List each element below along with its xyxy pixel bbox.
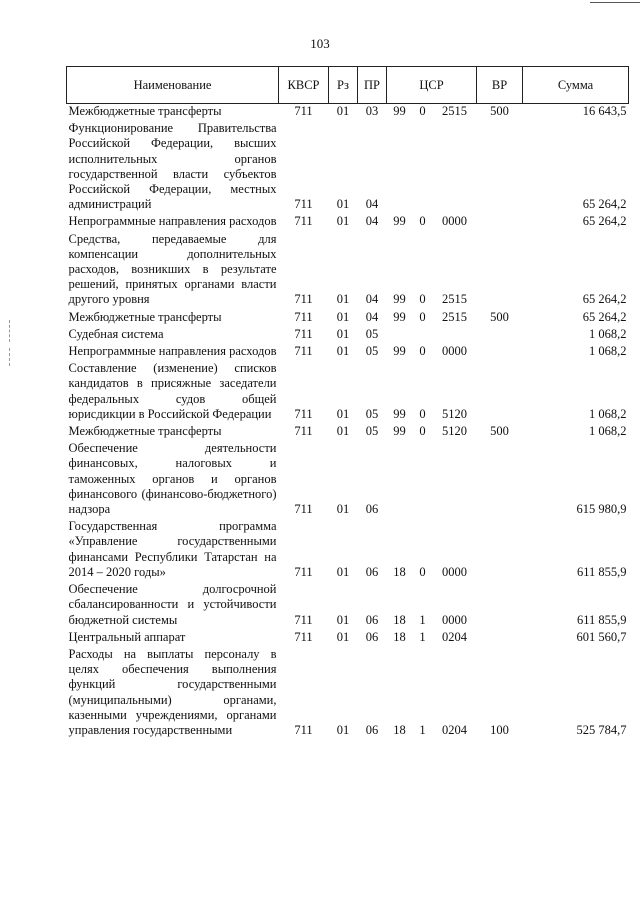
row-sum: 611 855,9 xyxy=(576,564,627,579)
table-row xyxy=(67,361,629,424)
row-csr-program xyxy=(387,441,413,519)
table-row xyxy=(67,121,629,214)
row-name: Межбюджетные трансферты xyxy=(68,424,222,439)
row-csr-direction: 2515 xyxy=(442,309,467,324)
row-kvsr: 711 xyxy=(294,326,313,341)
row-kvsr: 711 xyxy=(294,292,313,307)
row-sum: 65 264,2 xyxy=(582,292,627,307)
row-csr-program: 99 xyxy=(393,104,406,118)
row-pr: 06 xyxy=(365,502,379,517)
header-csr: ЦСР xyxy=(387,67,477,104)
row-rz: 01 xyxy=(336,214,350,229)
row-vr xyxy=(477,630,523,647)
row-rz: 01 xyxy=(336,292,350,307)
row-csr-subprogram: 0 xyxy=(419,406,426,421)
row-csr-subprogram: 0 xyxy=(419,564,426,579)
row-vr: 500 xyxy=(490,309,509,324)
row-rz: 01 xyxy=(336,612,350,627)
row-csr-direction: 0000 xyxy=(442,564,467,579)
row-name: Средства, передаваемые для компенсации дополнительных расходов, возникших в результате решений, принятых органами власти другого уровня xyxy=(68,231,277,307)
row-vr xyxy=(477,519,523,582)
row-rz: 01 xyxy=(336,629,350,644)
row-vr xyxy=(477,344,523,361)
budget-table xyxy=(66,66,629,740)
row-sum: 611 855,9 xyxy=(576,612,627,627)
row-kvsr: 711 xyxy=(294,564,313,579)
table-row xyxy=(67,519,629,582)
row-vr: 500 xyxy=(490,424,509,439)
row-pr: 05 xyxy=(365,406,379,421)
row-csr-subprogram: 1 xyxy=(419,629,426,644)
header-name: Наименование xyxy=(67,67,279,104)
row-csr-subprogram xyxy=(413,327,433,344)
row-csr-direction xyxy=(433,441,477,519)
table-row xyxy=(67,104,629,122)
row-sum: 601 560,7 xyxy=(576,629,627,644)
row-rz: 01 xyxy=(336,502,350,517)
row-pr: 03 xyxy=(365,104,379,118)
row-csr-direction: 5120 xyxy=(442,424,467,439)
header-rz: Рз xyxy=(329,67,358,104)
row-rz: 01 xyxy=(336,309,350,324)
row-kvsr: 711 xyxy=(294,629,313,644)
margin-scan-mark xyxy=(9,348,10,366)
row-pr: 05 xyxy=(365,424,379,439)
row-vr xyxy=(477,441,523,519)
row-kvsr: 711 xyxy=(294,344,313,359)
row-csr-program: 18 xyxy=(393,612,406,627)
row-csr-subprogram: 0 xyxy=(419,292,426,307)
row-pr: 06 xyxy=(365,612,379,627)
table-row xyxy=(67,344,629,361)
row-sum: 65 264,2 xyxy=(582,214,627,229)
header-vr: ВР xyxy=(477,67,523,104)
header-sum: Сумма xyxy=(523,67,629,104)
row-vr xyxy=(477,214,523,231)
table-row xyxy=(67,214,629,231)
row-csr-direction: 0000 xyxy=(442,344,467,359)
row-csr-direction: 0000 xyxy=(442,612,467,627)
row-csr-program: 99 xyxy=(393,344,406,359)
row-sum: 1 068,2 xyxy=(589,326,627,341)
row-sum: 65 264,2 xyxy=(582,309,627,324)
row-csr-program: 99 xyxy=(393,424,406,439)
row-rz: 01 xyxy=(336,344,350,359)
row-vr xyxy=(477,327,523,344)
row-kvsr: 711 xyxy=(294,197,313,212)
table-row xyxy=(67,630,629,647)
row-kvsr: 711 xyxy=(294,612,313,627)
row-csr-subprogram: 0 xyxy=(419,309,426,324)
row-csr-program: 18 xyxy=(393,629,406,644)
row-csr-subprogram xyxy=(413,441,433,519)
row-vr xyxy=(477,121,523,214)
row-vr: 500 xyxy=(490,104,509,118)
row-csr-direction xyxy=(433,327,477,344)
corner-scan-mark xyxy=(590,2,640,3)
row-csr-direction: 0204 xyxy=(442,629,467,644)
row-rz: 01 xyxy=(336,722,350,737)
row-csr-direction: 2515 xyxy=(442,104,467,118)
row-csr-program: 99 xyxy=(393,292,406,307)
row-csr-direction: 5120 xyxy=(442,406,467,421)
table-row xyxy=(67,441,629,519)
row-kvsr: 711 xyxy=(294,424,313,439)
row-name: Межбюджетные трансферты xyxy=(68,104,222,118)
row-csr-direction: 0204 xyxy=(442,722,467,737)
row-sum: 1 068,2 xyxy=(589,344,627,359)
row-csr-subprogram: 1 xyxy=(419,612,426,627)
row-name: Судебная система xyxy=(68,326,164,341)
row-name: Государственная программа «Управление государственными финансами Республики Татарстан на 2014 – 2020 годы» xyxy=(68,519,277,579)
row-csr-subprogram xyxy=(413,121,433,214)
row-rz: 01 xyxy=(336,564,350,579)
row-pr: 04 xyxy=(365,197,379,212)
row-pr: 06 xyxy=(365,564,379,579)
row-pr: 05 xyxy=(365,326,379,341)
table-body xyxy=(67,104,629,741)
row-csr-direction xyxy=(433,121,477,214)
row-name: Непрограммные направления расходов xyxy=(68,344,277,359)
row-rz: 01 xyxy=(336,424,350,439)
row-sum: 525 784,7 xyxy=(576,722,627,737)
row-kvsr: 711 xyxy=(294,406,313,421)
row-vr: 100 xyxy=(490,722,509,737)
row-sum: 615 980,9 xyxy=(576,502,627,517)
row-csr-subprogram: 0 xyxy=(419,424,426,439)
header-pr: ПР xyxy=(358,67,387,104)
table-row xyxy=(67,327,629,344)
row-csr-program: 99 xyxy=(393,406,406,421)
row-csr-subprogram: 0 xyxy=(419,104,426,118)
row-sum: 16 643,5 xyxy=(582,104,627,118)
row-csr-subprogram: 0 xyxy=(419,214,426,229)
row-pr: 04 xyxy=(365,309,379,324)
row-rz: 01 xyxy=(336,326,350,341)
row-kvsr: 711 xyxy=(294,502,313,517)
row-csr-program: 18 xyxy=(393,564,406,579)
row-kvsr: 711 xyxy=(294,104,313,118)
row-name: Непрограммные направления расходов xyxy=(68,214,277,229)
table-row xyxy=(67,647,629,740)
row-csr-program xyxy=(387,121,413,214)
row-csr-program: 99 xyxy=(393,309,406,324)
row-pr: 06 xyxy=(365,722,379,737)
row-kvsr: 711 xyxy=(294,214,313,229)
margin-scan-mark xyxy=(9,320,10,342)
row-csr-program xyxy=(387,327,413,344)
page-number: 103 xyxy=(310,36,330,51)
row-rz: 01 xyxy=(336,406,350,421)
row-vr xyxy=(477,361,523,424)
row-pr: 05 xyxy=(365,344,379,359)
row-name: Функционирование Правительства Российской Федерации, высших исполнительных органов государственной власти субъектов Российской Федерации, местных администраций xyxy=(68,121,277,212)
row-csr-direction: 2515 xyxy=(442,292,467,307)
row-name: Составление (изменение) списков кандидатов в присяжные заседатели федеральных судов общей юрисдикции в Российской Федерации xyxy=(68,361,277,421)
table-row xyxy=(67,232,629,310)
row-sum: 1 068,2 xyxy=(589,406,627,421)
table-header-row xyxy=(67,67,629,104)
row-csr-subprogram: 1 xyxy=(419,722,426,737)
row-pr: 06 xyxy=(365,629,379,644)
table-row xyxy=(67,310,629,327)
row-vr xyxy=(477,232,523,310)
row-pr: 04 xyxy=(365,214,379,229)
row-rz: 01 xyxy=(336,104,350,118)
table-row xyxy=(67,582,629,630)
row-kvsr: 711 xyxy=(294,722,313,737)
row-name: Расходы на выплаты персоналу в целях обеспечения выполнения функций государственными (муниципальными) органами, казенными учреждениями, органами управления государственными xyxy=(68,646,277,737)
row-vr xyxy=(477,582,523,630)
row-name: Межбюджетные трансферты xyxy=(68,309,222,324)
row-pr: 04 xyxy=(365,292,379,307)
table-row xyxy=(67,424,629,441)
row-name: Центральный аппарат xyxy=(68,629,186,644)
row-sum: 65 264,2 xyxy=(582,197,627,212)
row-sum: 1 068,2 xyxy=(589,424,627,439)
row-name: Обеспечение деятельности финансовых, налоговых и таможенных органов и органов финансового (финансово-бюджетного) надзора xyxy=(68,441,277,517)
row-csr-direction: 0000 xyxy=(442,214,467,229)
header-kvsr: КВСР xyxy=(279,67,329,104)
row-csr-subprogram: 0 xyxy=(419,344,426,359)
row-name: Обеспечение долгосрочной сбалансированности и устойчивости бюджетной системы xyxy=(68,582,277,627)
row-csr-program: 99 xyxy=(393,214,406,229)
row-csr-program: 18 xyxy=(393,722,406,737)
row-kvsr: 711 xyxy=(294,309,313,324)
row-rz: 01 xyxy=(336,197,350,212)
